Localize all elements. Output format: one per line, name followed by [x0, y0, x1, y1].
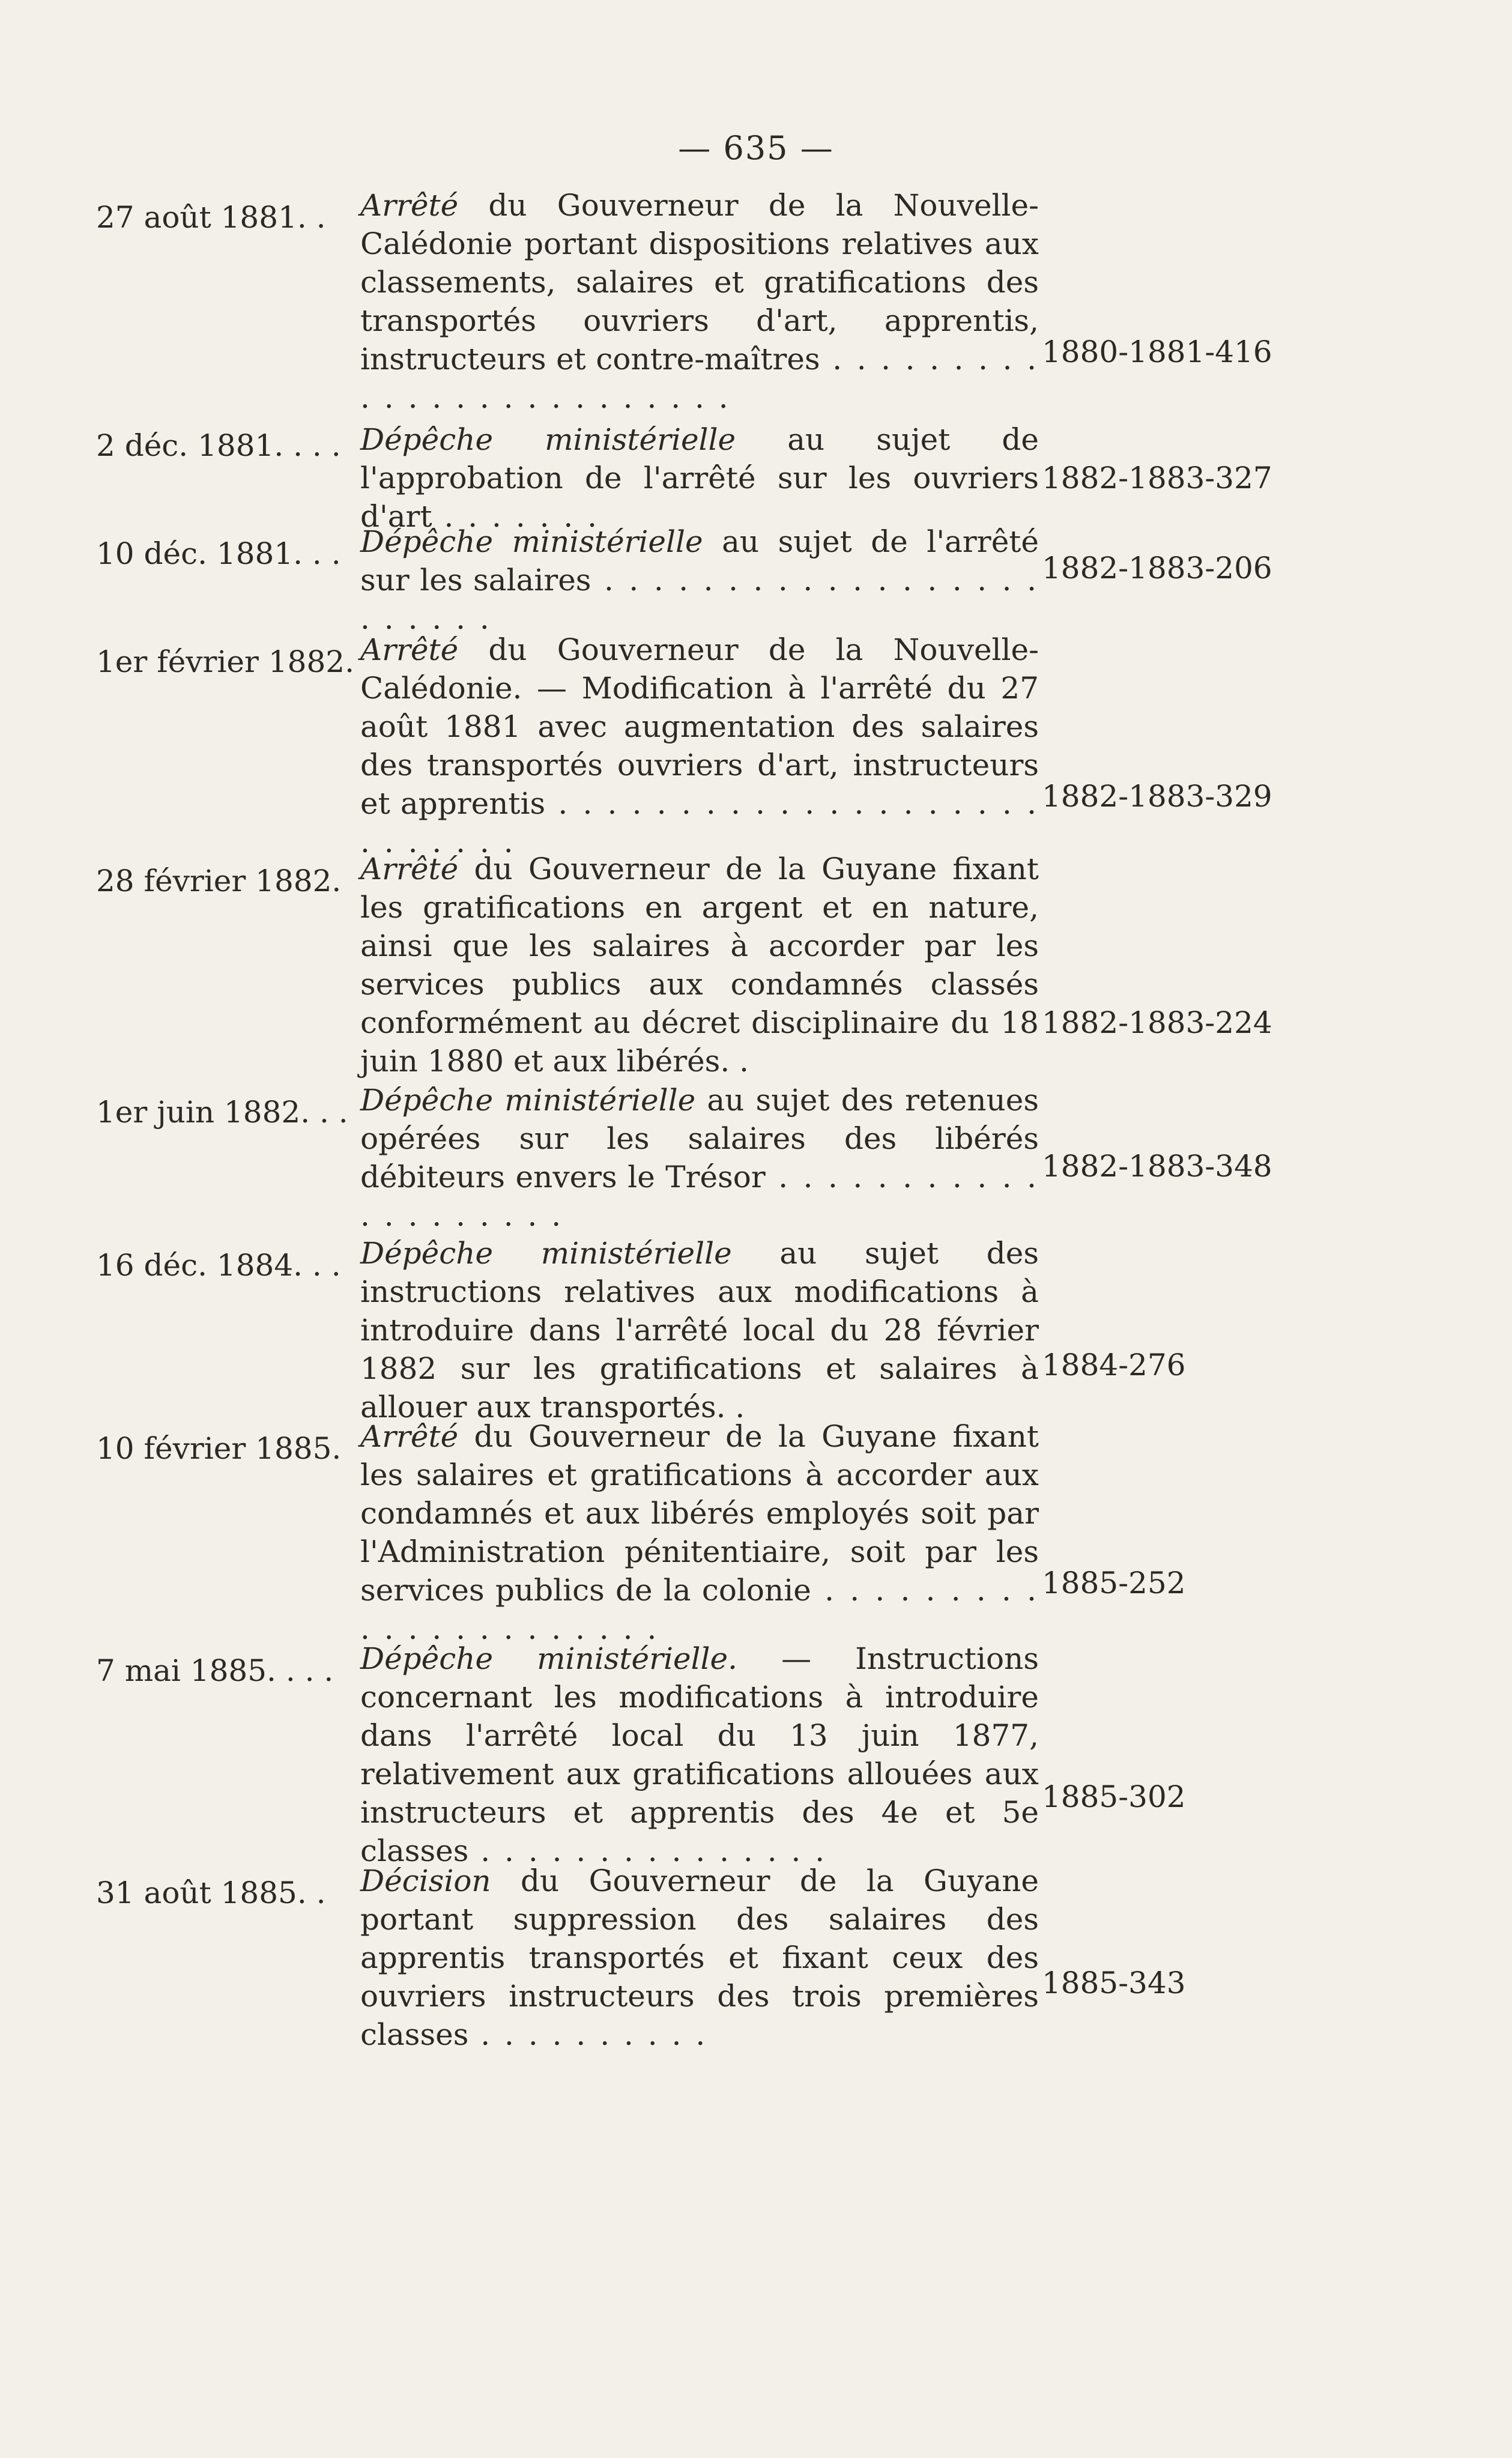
entry-text: — Instructions concernant les modifications à introduire dans l'arrêté local du 13 juin 1877, relativement aux gratifications allouées aux instructeurs et apprentis des 4e et 5e classes [360, 1641, 1039, 1868]
entry-text: du Gouverneur de la Guyane portant suppression des salaires des apprentis transportés et fixant ceux des ouvriers instructeurs des trois premières classes [360, 1863, 1039, 2052]
entry-description: Arrêté du Gouverneur de la Nouvelle-Calédonie portant dispositions relatives aux classements, salaires et gratifications des transportés ouvriers d'art, apprentis, instructeurs et contre-maîtres . . . . . . . . . . . . . . . . . . . . . . . . . [360, 188, 1039, 415]
entry-kind: Dépêche ministérielle [360, 422, 736, 457]
entry-text: du Gouverneur de la Guyane fixant les gratifications en argent et en nature, ainsi que les salaires à accorder par les services publics aux condamnés classés conformément au décret disciplinaire du 18 juin 1880 et aux libérés. . [360, 852, 1039, 1079]
entry-date [96, 643, 360, 681]
entry-date: 10 février 1885. [96, 1431, 342, 1466]
entry-date: 7 mai 1885. . . . [96, 1653, 334, 1688]
entry-kind: Dépêche ministérielle. [360, 1641, 738, 1676]
entry-date: 10 déc. 1881. . . [96, 536, 341, 571]
entry-kind: Arrêté [360, 852, 459, 886]
entry-kind: Dépêche ministérielle [360, 1083, 696, 1118]
entry-kind: Arrêté [360, 1419, 459, 1454]
entry-description [360, 1234, 1039, 1426]
entry-date: 28 février 1882. [96, 864, 342, 898]
entry-description: Dépêche ministérielle au sujet de l'approbation de l'arrêté sur les ouvriers d'art . . . . . . . [360, 422, 1039, 534]
entry-date-text: 1er février 1882. [96, 644, 354, 679]
entry-reference: 1884-276 [1042, 1348, 1186, 1382]
entry-reference: 1882-1883-327 [1042, 461, 1272, 495]
entry-kind: Arrêté [360, 632, 459, 667]
page-number: — 635 — [678, 129, 834, 167]
entry-text: au sujet de l'approbation de l'arrêté sur les ouvriers d'art [360, 422, 1039, 534]
entry-reference: 1885-252 [1042, 1566, 1186, 1600]
entry-reference: 1882-1883-329 [1042, 779, 1272, 814]
entry-date: 16 déc. 1884. . . [96, 1248, 341, 1283]
entry-text: du Gouverneur de la Nouvelle-Calédonie portant dispositions relatives aux classements, salaires et gratifications des transportés ouvriers d'art, apprentis, instructeurs et contre-maîtres [360, 188, 1039, 377]
entry-kind: Dépêche ministérielle [360, 524, 703, 559]
entry-description: Dépêche ministérielle. — Instructions concernant les modifications à introduire dans l'arrêté local du 13 juin 1877, relativement aux gratifications allouées aux instructeurs et apprentis des 4e et 5e classes . . . . . . . . . . . . . . . [360, 1641, 1039, 1868]
entry-reference: 1882-1883-348 [1042, 1149, 1272, 1184]
entry-reference: 1885-343 [1042, 1966, 1186, 2000]
entry-description [360, 850, 1039, 1080]
entry-date: 27 août 1881. . [96, 200, 326, 235]
entry-reference: 1882-1883-206 [1042, 551, 1272, 586]
entry-kind: Décision [360, 1863, 491, 1898]
entry-kind: Dépêche ministérielle [360, 1236, 732, 1271]
entry-description: Décision du Gouverneur de la Guyane portant suppression des salaires des apprentis transportés et fixant ceux des ouvriers instructeurs des trois premières classes . . . . . . . . . . [360, 1863, 1039, 2052]
entry-reference: 1880-1881-416 [1042, 334, 1272, 369]
entry-date: 2 déc. 1881. . . . [96, 428, 341, 463]
entry-reference: 1882-1883-224 [1042, 1005, 1272, 1040]
entry-date: 31 août 1885. . [96, 1875, 326, 1910]
entry-date: 1er juin 1882. . . [96, 1095, 348, 1130]
entry-description: Dépêche ministérielle au sujet de l'arrêté sur les salaires . . . . . . . . . . . . . . . . . . . . . . . . [360, 524, 1039, 636]
entry-description: Dépêche ministérielle au sujet des retenues opérées sur les salaires des libérés débiteurs envers le Trésor . . . . . . . . . . . . . . . . . . . . [360, 1083, 1039, 1233]
entry-text: au sujet des retenues opérées sur les salaires des libérés débiteurs envers le Trésor [360, 1083, 1039, 1194]
entry-text: du Gouverneur de la Nouvelle-Calédonie. — Modification à l'arrêté du 27 août 1881 avec augmentation des salaires des transportés ouvriers d'art, instructeurs et apprentis [360, 632, 1039, 821]
entry-description: Arrêté du Gouverneur de la Guyane fixant les salaires et gratifications à accorder aux condamnés et aux libérés employés soit par l'Administration pénitentiaire, soit par les services publics de la colonie . . . . . . . . . . . . . . . . . . . . . . [360, 1419, 1039, 1646]
entry-description: Arrêté du Gouverneur de la Nouvelle-Calédonie. — Modification à l'arrêté du 27 août 1881 avec augmentation des salaires des transportés ouvriers d'art, instructeurs et apprentis . . . . . . . . . . . . . . . . . . . . . . . . . . . [360, 632, 1039, 859]
entry-kind: Arrêté [360, 188, 459, 223]
entry-reference: 1885-302 [1042, 1779, 1186, 1814]
entry-text: du Gouverneur de la Guyane fixant les salaires et gratifications à accorder aux condamnés et aux libérés employés soit par l'Administration pénitentiaire, soit par les services publics de la colonie [360, 1419, 1039, 1608]
entry-text: au sujet de l'arrêté sur les salaires [360, 524, 1039, 598]
entry-text: au sujet des instructions relatives aux modifications à introduire dans l'arrêté local du 28 février 1882 sur les gratifications et salaires à allouer aux transportés. . [360, 1236, 1039, 1424]
